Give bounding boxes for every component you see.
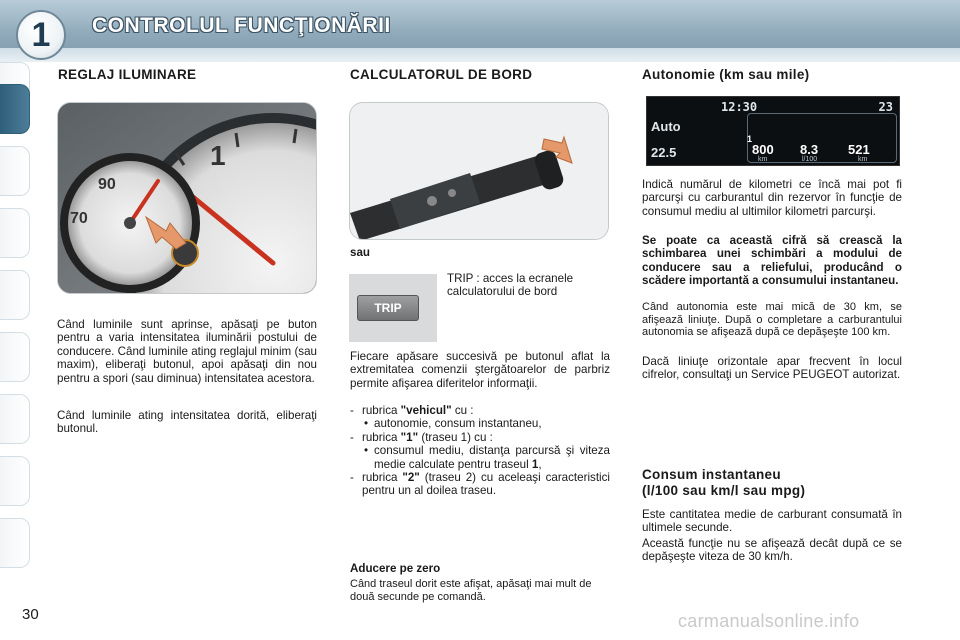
- list-subitem: • consumul mediu, distanţa parcursă şi viteza medie calculate pentru traseul 1,: [364, 444, 610, 471]
- chapter-tab-active[interactable]: [0, 84, 30, 134]
- lighting-paragraph-2: Când luminile ating intensitatea dorită, eliberaţi butonul.: [57, 409, 317, 436]
- section-title-range: Autonomie (km sau mile): [642, 67, 810, 82]
- page-number: 30: [22, 606, 39, 623]
- consumption-paragraph-2: Această funcţie nu se afişează decât după ce se depăşeşte viteza de 30 km/h.: [642, 537, 902, 564]
- display-trip-tab: 1: [747, 134, 753, 144]
- or-label: sau: [350, 246, 370, 259]
- gauge-illustration: [58, 103, 317, 294]
- display-range-unit: km: [758, 156, 768, 163]
- range-paragraph-2: Când autonomia este mai mică de 30 km, se afişează liniuţe. După o completare a carburantului autonomia se afişează după ce depăşeşte 100 km.: [642, 301, 902, 339]
- watermark: carmanualsonline.info: [678, 611, 860, 631]
- range-paragraph-bold: Se poate ca această cifră să crească la schimbarea unei schimbări a modului de conducere sau a reliefului, producând o scădere importantă a consumului instantaneu.: [642, 234, 902, 288]
- chapter-tab[interactable]: [0, 270, 30, 320]
- trip-rubric-list: [350, 404, 610, 498]
- range-paragraph-1: Indică numărul de kilometri ce încă mai pot fi parcurşi cu carburantul din rezervor în funcţie de consumul mediu al ultimilor kilometri parcurşi.: [642, 178, 902, 218]
- section-title-lighting: REGLAJ ILUMINARE: [58, 67, 197, 82]
- range-paragraph-3: Dacă liniuţe orizontale apar frecvent în locul cifrelor, consultaţi un Service PEUGEOT autorizat.: [642, 355, 902, 382]
- chapter-tab[interactable]: [0, 146, 30, 196]
- display-value-left: 22.5: [651, 145, 677, 160]
- reset-text: Când traseul dorit este afişat, apăsaţi mai mult de două secunde pe comandă.: [350, 578, 592, 603]
- gauge-label-1: 1: [210, 140, 226, 171]
- display-consumption-unit: l/100: [802, 156, 818, 163]
- gauge-label-90: 90: [98, 176, 116, 193]
- chapter-tab[interactable]: [0, 518, 30, 568]
- display-temperature: 23: [878, 100, 893, 114]
- display-distance-unit: km: [858, 156, 868, 163]
- chapter-tab[interactable]: [0, 394, 30, 444]
- list-item: - rubrica "vehicul" cu :: [350, 404, 474, 417]
- stalk-illustration: [350, 103, 609, 240]
- chapter-tab[interactable]: [0, 456, 30, 506]
- trip-button-frame: [349, 274, 437, 342]
- header-band: [0, 48, 960, 62]
- page-title: CONTROLUL FUNCŢIONĂRII: [92, 14, 391, 37]
- trip-paragraph-1: Fiecare apăsare succesivă pe butonul aflat la extremitatea comenzii ştergătoarelor de parbriz permite afişarea diferitelor informaţii.: [350, 350, 610, 390]
- consumption-paragraph-1: Este cantitatea medie de carburant consumată în ultimele secunde.: [642, 508, 902, 535]
- trip-button[interactable]: TRIP: [357, 295, 419, 321]
- wiper-stalk-photo: [349, 102, 609, 240]
- chapter-number-badge: 1: [16, 10, 66, 60]
- chapter-tabs: [0, 62, 32, 582]
- list-item: - rubrica "2" (traseu 2) cu aceleaşi caracteristici pentru un al doilea traseu.: [350, 471, 610, 498]
- display-trip-panel: [747, 113, 897, 163]
- list-item: - rubrica "1" (traseu 1) cu :: [350, 430, 493, 444]
- display-distance: 521: [848, 142, 870, 157]
- page-header: [0, 0, 960, 62]
- display-time: 12:30: [721, 100, 758, 114]
- list-subitem: • autonomie, consum instantaneu,: [364, 417, 542, 431]
- lighting-paragraph-1: Când luminile sunt aprinse, apăsaţi pe buton pentru a varia intensitatea iluminării postului de conducere. Când luminile ating reglajul minim (sau maxim), eliberaţi butonul, apoi apăsaţi din nou pentru a spori (sau diminua) intensitatea acestora.: [57, 318, 317, 385]
- section-title-instant-consumption: Consum instantaneu (l/100 sau km/l sau mpg): [642, 467, 806, 498]
- display-consumption: 8.3: [800, 142, 819, 157]
- chapter-tab[interactable]: [0, 332, 30, 382]
- section-title-trip-computer: CALCULATORUL DE BORD: [350, 67, 533, 82]
- chapter-tab[interactable]: [0, 208, 30, 258]
- display-mode: Auto: [651, 119, 681, 134]
- instrument-gauge-photo: [57, 102, 317, 294]
- trip-description: TRIP : acces la ecranele calculatorului de bord: [447, 272, 574, 299]
- gauge-label-70: 70: [70, 210, 88, 227]
- display-range: 800: [752, 142, 774, 157]
- multifunction-display: [646, 96, 900, 166]
- reset-title: Aducere pe zero: [350, 562, 441, 575]
